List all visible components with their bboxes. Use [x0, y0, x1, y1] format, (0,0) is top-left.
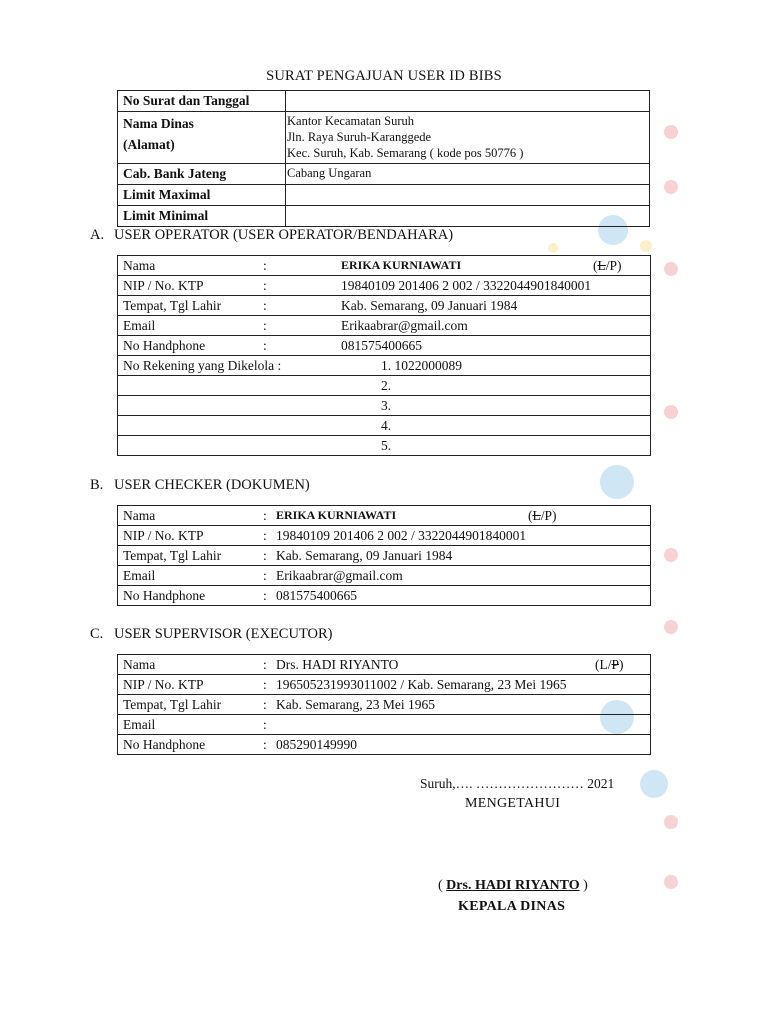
field-label: NIP / No. KTP — [123, 278, 204, 293]
field-label: No Rekening yang Dikelola : — [123, 358, 282, 373]
operator-name: ERIKA KURNIAWATI — [341, 258, 462, 272]
bank-label: Cab. Bank Jateng — [118, 164, 286, 185]
section-title: USER SUPERVISOR (EXECUTOR) — [114, 626, 333, 642]
limit-min-label: Limit Minimal — [118, 206, 286, 227]
table-row — [118, 396, 651, 416]
field-label: Email — [123, 717, 156, 732]
signatory-position: KEPALA DINAS — [458, 899, 566, 914]
header-table — [117, 90, 650, 227]
gender-p: /P) — [540, 508, 557, 523]
gender-p-struck: P — [611, 657, 620, 672]
table-row — [118, 376, 651, 396]
field-label: No Handphone — [123, 338, 206, 353]
table-row — [118, 735, 651, 755]
no-surat-label: No Surat dan Tanggal — [118, 91, 286, 112]
field-label: No Handphone — [123, 737, 206, 752]
table-row — [118, 586, 651, 606]
field-label: NIP / No. KTP — [123, 677, 204, 692]
colon: : — [263, 588, 267, 603]
table-row — [118, 256, 651, 276]
checker-table — [117, 505, 651, 606]
field-label: No Handphone — [123, 588, 206, 603]
checker-name: ERIKA KURNIAWATI — [276, 508, 397, 522]
colon: : — [263, 338, 267, 353]
gender-open: ( — [593, 258, 598, 273]
supervisor-table — [117, 654, 651, 755]
field-label: Tempat, Tgl Lahir — [123, 548, 222, 563]
section-letter: B. — [90, 477, 104, 493]
no-surat-value — [286, 91, 650, 112]
gender-close: ) — [619, 657, 624, 672]
nama-dinas-label-line2: (Alamat) — [123, 137, 175, 152]
checker-phone: 081575400665 — [276, 588, 357, 603]
table-row — [118, 206, 650, 227]
mengetahui-label: MENGETAHUI — [465, 796, 561, 811]
signatory-name: Drs. HADI RIYANTO — [446, 878, 580, 893]
field-label: Tempat, Tgl Lahir — [123, 697, 222, 712]
table-row — [118, 416, 651, 436]
supervisor-name: Drs. HADI RIYANTO — [276, 657, 399, 672]
checker-ttl: Kab. Semarang, 09 Januari 1984 — [276, 548, 453, 563]
colon: : — [263, 318, 267, 333]
field-label: NIP / No. KTP — [123, 528, 204, 543]
colon: : — [263, 548, 267, 563]
field-label: Nama — [123, 508, 156, 523]
rekening-item: 4. — [381, 418, 392, 433]
gender — [528, 506, 557, 525]
table-row — [118, 316, 651, 336]
table-row — [118, 296, 651, 316]
table-row — [118, 526, 651, 546]
colon: : — [263, 717, 267, 732]
limit-max-value — [286, 185, 650, 206]
gender — [593, 256, 622, 275]
gender-l: (L/ — [595, 657, 612, 672]
section-c-heading — [90, 626, 333, 643]
table-row — [118, 185, 650, 206]
table-row — [118, 336, 651, 356]
table-row — [118, 715, 651, 735]
section-letter: C. — [90, 626, 104, 642]
section-letter: A. — [90, 227, 105, 243]
table-row — [118, 436, 651, 456]
table-row — [118, 356, 651, 376]
colon: : — [263, 737, 267, 752]
nama-dinas-label — [118, 112, 286, 164]
address-line: Kec. Suruh, Kab. Semarang ( kode pos 50776 ) — [287, 146, 524, 160]
operator-table — [117, 255, 651, 456]
colon: : — [263, 298, 267, 313]
operator-nip: 19840109 201406 2 002 / 3322044901840001 — [341, 278, 592, 293]
gender-p: /P) — [605, 258, 622, 273]
gender-l-struck: L — [532, 508, 541, 523]
section-title: USER CHECKER (DOKUMEN) — [114, 477, 310, 493]
section-title: USER OPERATOR (USER OPERATOR/BENDAHARA) — [114, 227, 454, 243]
nama-dinas-label-line1: Nama Dinas — [123, 116, 194, 131]
colon: : — [263, 657, 267, 672]
paren-close: ) — [579, 878, 588, 893]
rekening-item: 2. — [381, 378, 392, 393]
section-a-heading — [90, 227, 453, 244]
table-row — [118, 91, 650, 112]
colon: : — [263, 528, 267, 543]
field-label: Tempat, Tgl Lahir — [123, 298, 222, 313]
supervisor-nip: 196505231993011002 / Kab. Semarang, 23 Mei 1965 — [276, 677, 567, 692]
signatory-name-line — [438, 878, 588, 894]
table-row — [118, 675, 651, 695]
gender-l-struck: L — [597, 258, 606, 273]
supervisor-phone: 085290149990 — [276, 737, 357, 752]
address-line: Kantor Kecamatan Suruh — [287, 114, 415, 128]
supervisor-ttl: Kab. Semarang, 23 Mei 1965 — [276, 697, 435, 712]
checker-nip: 19840109 201406 2 002 / 3322044901840001 — [276, 528, 527, 543]
nama-dinas-address — [286, 112, 650, 164]
field-label: Email — [123, 318, 156, 333]
colon: : — [263, 258, 267, 273]
colon: : — [263, 508, 267, 523]
place-date: Suruh,…. …………………… 2021 — [420, 776, 615, 791]
table-row — [118, 566, 651, 586]
table-row — [118, 276, 651, 296]
gender — [595, 655, 624, 674]
paren-open: ( — [438, 878, 447, 893]
colon: : — [263, 677, 267, 692]
gender-open: ( — [528, 508, 533, 523]
operator-phone: 081575400665 — [341, 338, 422, 353]
field-label: Email — [123, 568, 156, 583]
checker-email: Erikaabrar@gmail.com — [276, 568, 403, 583]
colon: : — [263, 568, 267, 583]
bank-value: Cabang Ungaran — [286, 164, 650, 185]
table-row — [118, 655, 651, 675]
rekening-item: 3. — [381, 398, 392, 413]
rekening-item: 5. — [381, 438, 392, 453]
field-label: Nama — [123, 258, 156, 273]
table-row — [118, 112, 650, 164]
field-label: Nama — [123, 657, 156, 672]
table-row — [118, 506, 651, 526]
rekening-item: 1. 1022000089 — [381, 358, 462, 373]
operator-email: Erikaabrar@gmail.com — [341, 318, 468, 333]
colon: : — [263, 697, 267, 712]
document-title: SURAT PENGAJUAN USER ID BIBS — [266, 68, 502, 84]
table-row — [118, 164, 650, 185]
colon: : — [263, 278, 267, 293]
limit-max-label: Limit Maximal — [118, 185, 286, 206]
table-row — [118, 695, 651, 715]
section-b-heading — [90, 477, 310, 494]
operator-ttl: Kab. Semarang, 09 Januari 1984 — [341, 298, 518, 313]
table-row — [118, 546, 651, 566]
address-line: Jln. Raya Suruh-Karanggede — [287, 130, 432, 144]
limit-min-value — [286, 206, 650, 227]
